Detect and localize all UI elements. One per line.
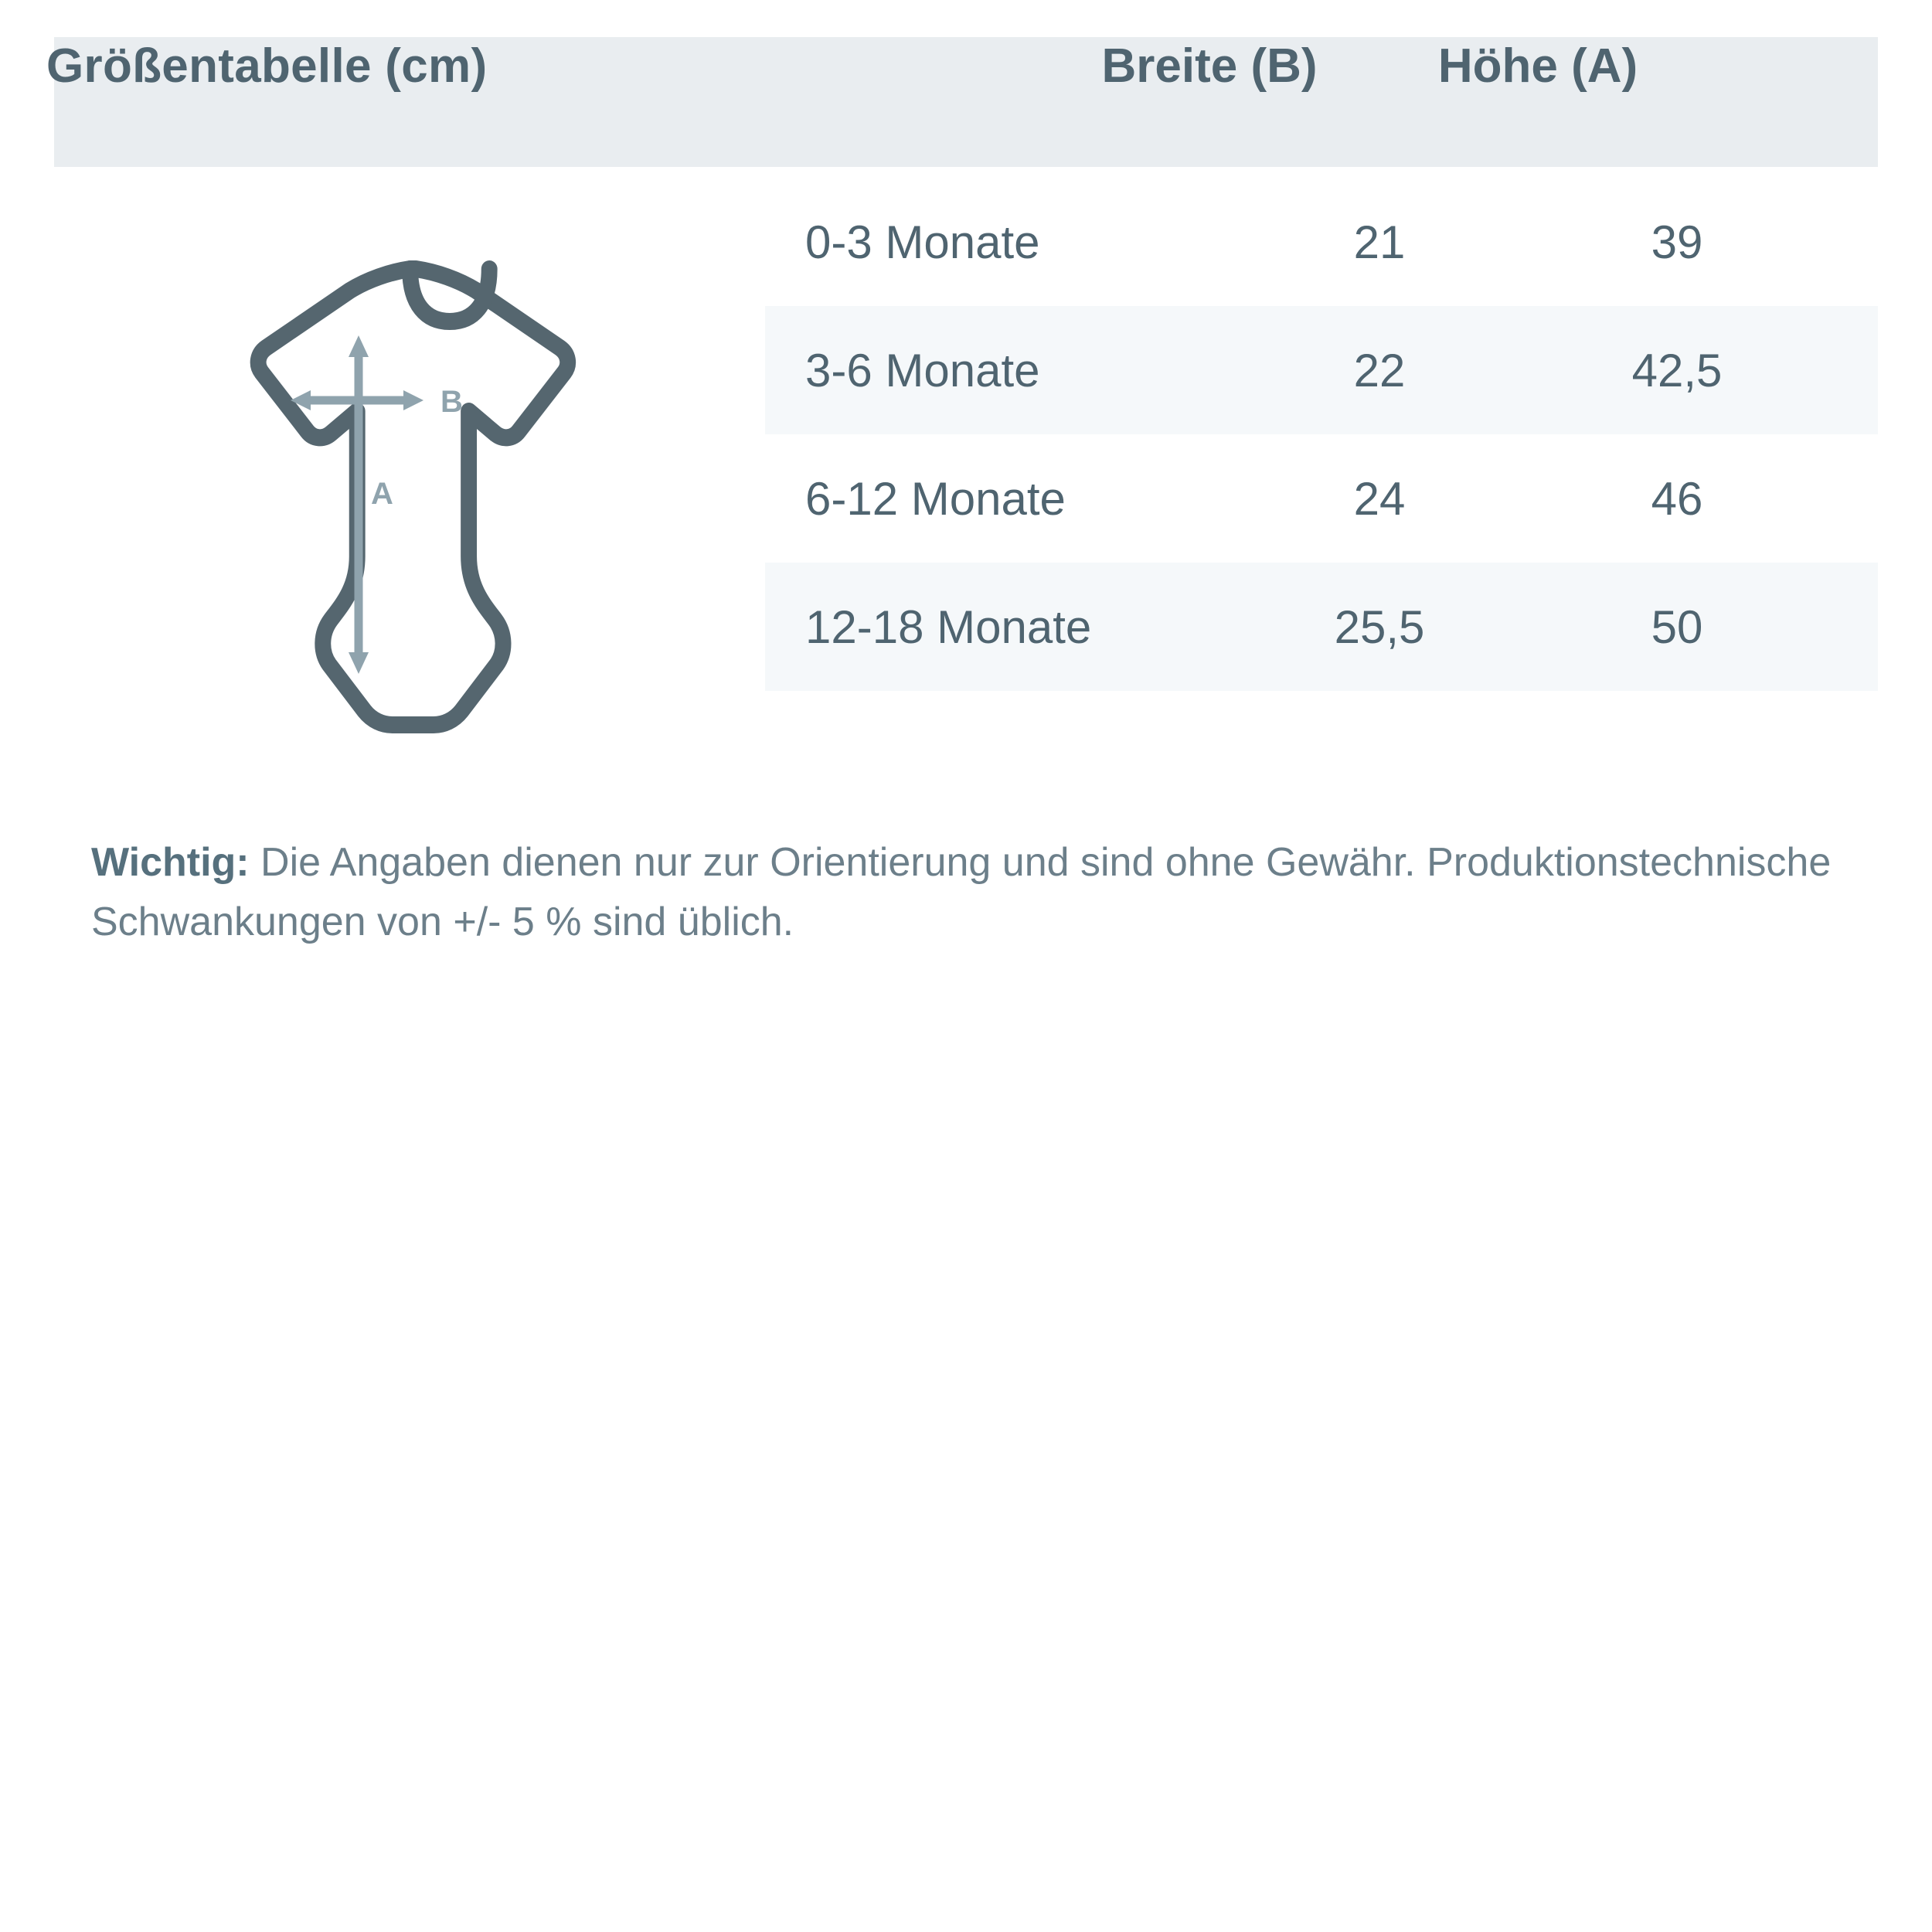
cell-size: 6-12 Monate xyxy=(805,472,1066,525)
column-header-height: Höhe (A) xyxy=(1437,39,1638,93)
diagram-label-height: A xyxy=(371,477,393,511)
table-row xyxy=(765,563,1878,691)
cell-size: 3-6 Monate xyxy=(805,344,1040,396)
cell-width: 22 xyxy=(1353,344,1406,396)
table-row xyxy=(765,434,1878,563)
table-row xyxy=(765,306,1878,434)
cell-width: 21 xyxy=(1353,216,1406,268)
cell-size: 0-3 Monate xyxy=(805,216,1040,268)
diagram-label-width: B xyxy=(440,385,463,419)
page-title: Größentabelle (cm) xyxy=(46,39,488,93)
bodysuit-diagram xyxy=(139,224,696,765)
cell-width: 24 xyxy=(1353,472,1406,525)
cell-height: 46 xyxy=(1651,472,1703,525)
cell-height: 50 xyxy=(1651,600,1703,653)
cell-height: 42,5 xyxy=(1631,344,1723,396)
table-row xyxy=(765,178,1878,306)
cell-width: 25,5 xyxy=(1334,600,1425,653)
disclaimer-text: Die Angaben dienen nur zur Orientierung und sind ohne Gewähr. Produktionstechnische Schwankungen von +/- 5 % sind üblich. xyxy=(91,840,1832,944)
disclaimer-lead: Wichtig: xyxy=(91,840,250,885)
size-table xyxy=(765,178,1878,691)
disclaimer-note xyxy=(91,833,1869,952)
column-header-width: Breite (B) xyxy=(1101,39,1318,93)
cell-size: 12-18 Monate xyxy=(805,600,1092,653)
cell-height: 39 xyxy=(1651,216,1703,268)
